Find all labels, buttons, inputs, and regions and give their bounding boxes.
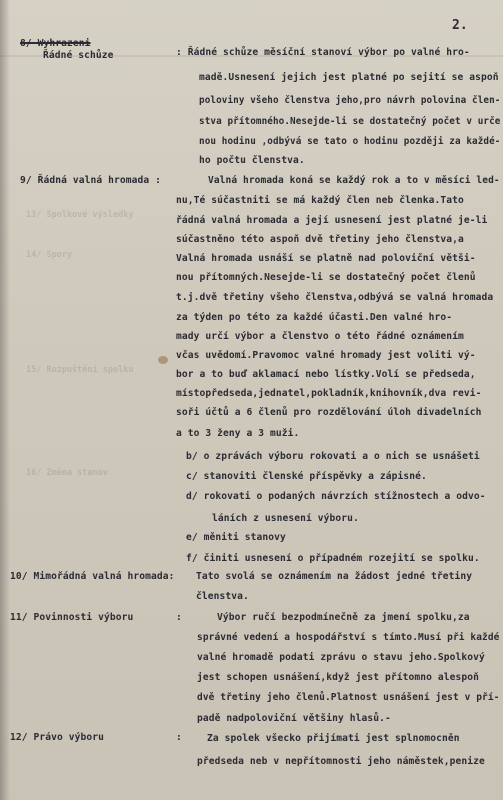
page-edge-shadow xyxy=(0,0,10,800)
text-line-l14: Valná hromada usnáší se platně nad poloviční větši- xyxy=(176,253,476,264)
text-line-l13: súčastněno této aspoň dvě třetiny jeho členstva,a xyxy=(176,234,464,245)
text-line-l11: nu,Té súčastniti se má každý člen neb členka.Tato xyxy=(176,195,464,206)
text-line-l19: včas uvědomí.Pravomoc valné hromady jest voliti vý- xyxy=(176,350,476,361)
text-line-l3: : Řádné schůze měsíční stanoví výbor po valné hro- xyxy=(176,47,470,58)
text-line-l40: padě nadpoloviční většiny hlasů.- xyxy=(197,713,391,724)
text-line-l20: bor a to buď aklamací nebo lístky.Volí se předseda, xyxy=(176,369,476,380)
bleed-through-text: 15/ Rozpuštění spolku xyxy=(26,365,134,375)
text-line-l1: 8/ Wyhrazeni xyxy=(20,38,91,49)
text-line-l36: správné vedení a hospodářství s tímto.Musí při každé xyxy=(197,632,500,643)
text-line-l22: soři účtů a 6 členů pro rozdělování úloh divadelních xyxy=(176,407,482,418)
ink-stain xyxy=(158,356,168,364)
bleed-through-text: 14/ Spory xyxy=(26,250,73,260)
text-line-l21: místopředseda,jednatel,pokladník,knihovník,dva revi- xyxy=(176,388,482,399)
text-line-l4: madě.Usnesení jejich jest platné po sejití se aspoň xyxy=(199,72,499,83)
text-line-l41: 12/ Právo výboru xyxy=(10,732,105,743)
text-line-l27: láních z usnesení výboru. xyxy=(212,513,359,524)
text-line-l42: : xyxy=(176,732,182,743)
bleed-through-text: 16/ Změna stanov xyxy=(26,468,108,478)
text-line-l33: 11/ Povinnosti výboru xyxy=(10,612,134,623)
text-line-l5: poloviny všeho členstva jeho,pro návrh polovina člen- xyxy=(199,95,501,106)
text-line-l10: Valná hromada koná se každý rok a to v měsíci led- xyxy=(208,175,500,186)
text-line-l23: a to 3 ženy a 3 muži. xyxy=(176,428,300,439)
text-line-l43: Za spolek všecko přijímati jest splnomocněn xyxy=(207,733,460,744)
text-line-l35: Výbor ručí bezpodmínečně za jmení spolku,za xyxy=(217,612,470,623)
page-number: 2. xyxy=(452,18,468,33)
text-line-l39: dvě třetiny jeho členů.Platnost usnášení jest v pří- xyxy=(197,692,500,703)
text-line-l32: členstva. xyxy=(196,591,249,602)
text-line-l15: nou přítomných.Nesejde-li se dostatečný počet členů xyxy=(176,272,476,283)
text-line-l16: t.j.dvě třetiny všeho členstva,odbývá se valná hromada xyxy=(176,292,494,303)
text-line-l28: e/ měniti stanovy xyxy=(186,532,286,543)
text-line-l2: Řádné schůze xyxy=(43,50,114,61)
text-line-l7: nou hodinu ,odbývá se tato o hodinu později za každé- xyxy=(199,136,501,147)
text-line-l9: 9/ Řádná valná hromada : xyxy=(20,175,162,186)
text-line-l34: : xyxy=(176,612,182,623)
text-line-l6: stva přítomného.Nesejde-li se dostatečný počet v urče xyxy=(199,116,501,127)
text-line-l12: řádná valná hromada a její usnesení jest platné je-li xyxy=(176,215,488,226)
text-line-l31: Tato svolá se oznámením na žádost jedné třetiny xyxy=(196,571,473,582)
text-line-l44: předseda neb v nepřítomnosti jeho náměstek,penize xyxy=(197,756,485,767)
text-line-l37: valné hromadě podati zprávu o stavu jeho.Spolkový xyxy=(197,652,485,663)
text-line-l8: ho počtu členstva. xyxy=(199,155,305,166)
text-line-l24: b/ o zprávách výboru rokovati a o nich se usnášeti xyxy=(186,451,480,462)
bleed-through-text: 13/ Spolkové výsledky xyxy=(26,210,134,220)
text-line-l30: 10/ Mimořádná valná hromada: xyxy=(10,571,175,582)
text-line-l17: za týden po této za každé účasti.Den valné hro- xyxy=(176,312,453,323)
text-line-l29: f/ činiti usnesení o případném rozejití se spolku. xyxy=(186,553,480,564)
text-line-l18: mady určí výbor a členstvo o této řádné oznámením xyxy=(176,331,464,342)
text-line-l38: jest schopen usnášení,když jest přítomno alespoň xyxy=(197,672,480,683)
text-line-l26: d/ rokovati o podaných návrzích stížnostech a odvo- xyxy=(186,491,486,502)
text-line-l25: c/ stanoviti členské příspěvky a zápisné. xyxy=(186,471,427,482)
